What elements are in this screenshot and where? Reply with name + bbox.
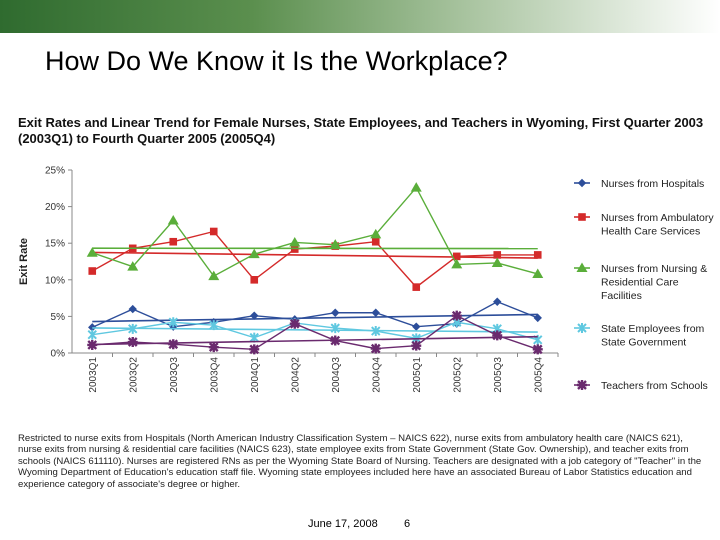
data-point-s1-0 (88, 267, 96, 275)
footer-date: June 17, 2008 (308, 518, 378, 530)
series-line-0 (92, 302, 538, 328)
data-point-s4-3 (209, 342, 219, 352)
top-banner (0, 0, 720, 33)
y-tick-label: 0% (50, 348, 65, 360)
x-tick-label: 2005Q3 (492, 357, 504, 393)
x-tick-label: 2004Q3 (330, 357, 342, 393)
slide-title: How Do We Know it Is the Workplace? (45, 46, 508, 76)
data-point-s1-7 (372, 238, 380, 246)
data-point-s0-6 (331, 309, 339, 317)
data-point-s2-5 (289, 237, 300, 247)
data-point-s4-4 (249, 344, 259, 354)
footnote: Restricted to nurse exits from Hospitals (North American Industry Classification System – NAICS 622), nurse exits from ambulatory health care (NAICS 621), nurse exits from nursing & residential care facilities (NAICS 623), state employee exits from State Government (State Gov. Ownership), and teacher exits from schools (NAICS 611110). Nurses are registered RNs as per the Wyoming State Board of Nursing. Teachers are designated with a job category of "Teacher" in the Wyoming Department of Education's education staff file. Wyoming state employees included here have an associated Bureau of Labor Statistics education and experience category of associate's degree or higher. (18, 433, 702, 490)
data-point-s4-0 (87, 340, 97, 350)
x-tick-label: 2004Q2 (290, 357, 302, 393)
chart-title: Exit Rates and Linear Trend for Female Nurses, State Employees, and Teachers in Wyoming, First Quarter 2003 (2003Q1) to Fourth Quarter 2005 (2005Q4) (18, 115, 704, 146)
data-point-s4-6 (330, 336, 340, 346)
data-point-s2-2 (168, 215, 179, 225)
legend-marker-0 (578, 179, 586, 187)
x-tick-label: 2003Q2 (128, 357, 140, 393)
data-point-s4-11 (533, 344, 543, 354)
legend-label-0: Nurses from Hospitals (601, 178, 705, 190)
legend-label-4: Teachers from Schools (601, 380, 708, 392)
x-tick-label: 2003Q1 (87, 357, 99, 393)
x-tick-label: 2005Q1 (411, 357, 423, 393)
data-point-s1-11 (534, 251, 542, 259)
y-tick-label: 10% (44, 275, 65, 287)
x-tick-label: 2004Q4 (371, 357, 383, 393)
exit-rate-chart (0, 155, 720, 430)
data-point-s2-8 (411, 182, 422, 192)
data-point-s0-1 (129, 305, 137, 313)
y-tick-label: 25% (44, 165, 65, 177)
data-point-s0-8 (412, 322, 420, 330)
data-point-s4-9 (452, 311, 462, 321)
data-point-s2-10 (492, 257, 503, 267)
series-line-1 (92, 231, 538, 287)
legend-label-1: Nurses from Ambulatory Health Care Services (601, 212, 714, 238)
data-point-s1-4 (250, 276, 258, 284)
legend-label-2: Nurses from Nursing & Residential Care Facilities (601, 263, 708, 302)
legend-label-3: State Employees from State Government (601, 323, 705, 349)
legend-marker-1 (578, 213, 586, 221)
data-point-s4-7 (371, 344, 381, 354)
data-point-s0-10 (493, 298, 501, 306)
x-tick-label: 2003Q3 (168, 357, 180, 393)
x-tick-label: 2005Q2 (452, 357, 464, 393)
data-point-s1-8 (412, 283, 420, 291)
y-tick-label: 15% (44, 238, 65, 250)
data-point-s4-1 (128, 337, 138, 347)
data-point-s4-5 (290, 319, 300, 329)
x-tick-label: 2003Q4 (209, 357, 221, 393)
data-point-s1-3 (210, 228, 218, 236)
legend-marker-4 (577, 380, 587, 390)
data-point-s4-8 (411, 341, 421, 351)
page-number: 6 (404, 518, 411, 530)
y-tick-label: 5% (50, 311, 65, 323)
data-point-s2-3 (208, 271, 219, 281)
x-tick-label: 2005Q4 (533, 357, 545, 393)
series-line-2 (92, 188, 538, 277)
x-tick-label: 2004Q1 (249, 357, 261, 393)
y-tick-label: 20% (44, 202, 65, 214)
data-point-s4-10 (492, 330, 502, 340)
data-point-s1-2 (169, 238, 177, 246)
data-point-s0-7 (372, 309, 380, 317)
data-point-s4-2 (168, 339, 178, 349)
y-axis-title: Exit Rate (18, 237, 30, 286)
